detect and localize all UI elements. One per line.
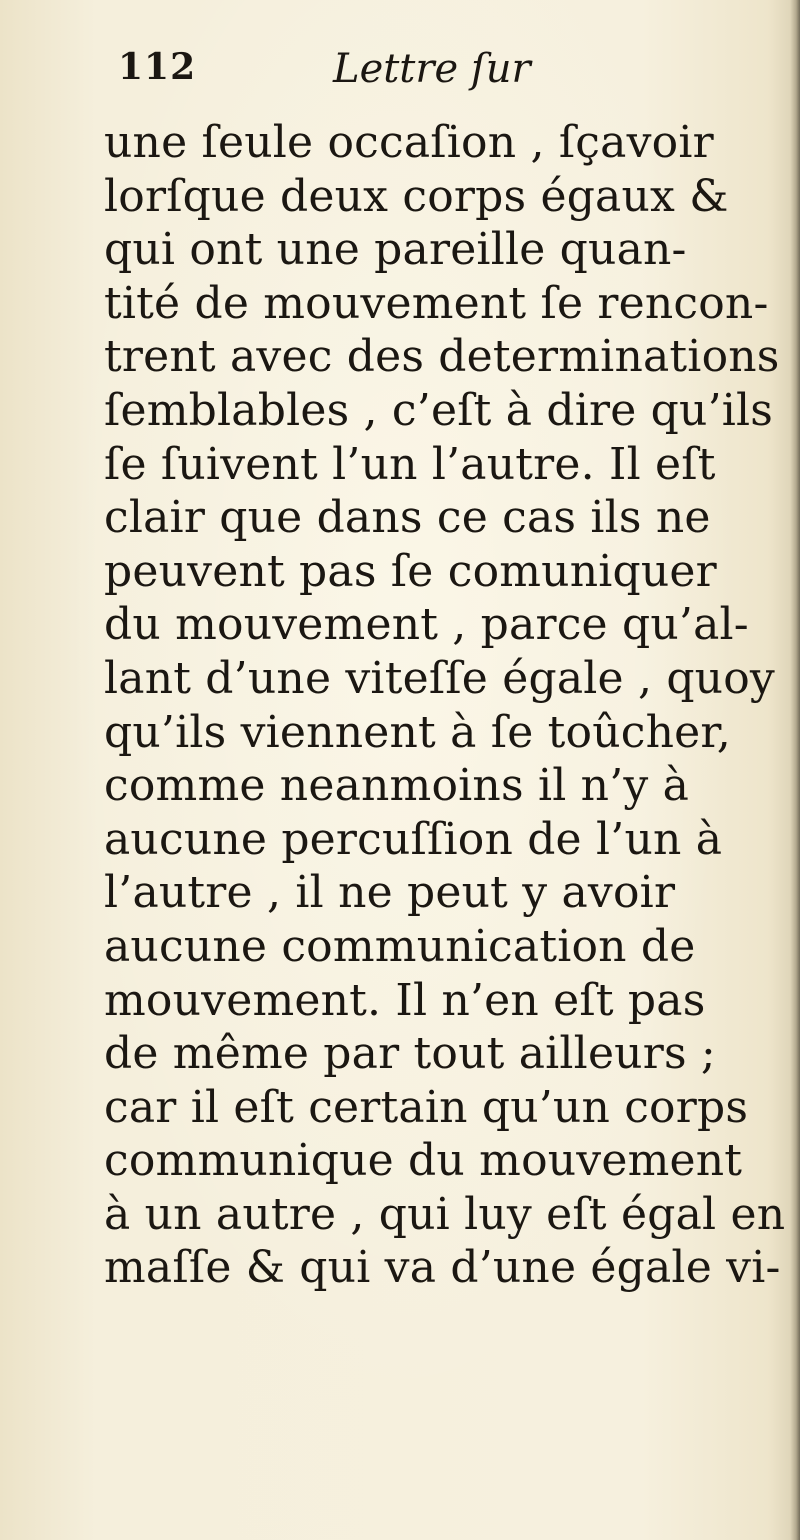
page-number: 112	[118, 46, 197, 88]
text-line: ſemblables , c’eſt à dire qu’ils	[104, 384, 774, 436]
text-line: une ſeule occaſion , ſçavoir	[104, 117, 714, 168]
text-line: lant d’une viteſſe égale , quoy	[104, 652, 775, 704]
text-line: qu’ils viennent à ſe toûcher,	[104, 706, 731, 758]
text-line: à un autre , qui luy eſt égal en	[104, 1188, 786, 1240]
page-header	[118, 46, 678, 96]
text-line: qui ont une pareille quan-	[104, 224, 687, 276]
text-line: de même par tout ailleurs ;	[104, 1028, 716, 1080]
text-line: comme neanmoins il n’y à	[104, 760, 690, 812]
text-line: maſſe & qui va d’une égale vi-	[104, 1242, 781, 1294]
text-line: clair que dans ce cas ils ne	[104, 492, 711, 544]
running-title: Lettre ſur	[333, 46, 531, 92]
text-line: aucune communication de	[104, 920, 696, 972]
text-line: ſe ſuivent l’un l’autre. Il eſt	[104, 438, 716, 490]
text-line: peuvent pas ſe comuniquer	[104, 545, 717, 597]
text-line: mouvement. Il n’en eſt pas	[104, 974, 706, 1026]
body-text	[104, 116, 794, 1295]
text-line: trent avec des determinations	[104, 331, 780, 383]
text-line: l’autre , il ne peut y avoir	[104, 867, 676, 919]
text-line: communique du mouvement	[104, 1135, 743, 1187]
text-line: du mouvement , parce qu’al-	[104, 599, 749, 651]
text-line: aucune percuſſion de l’un à	[104, 813, 723, 865]
text-line: car il eſt certain qu’un corps	[104, 1081, 749, 1133]
text-line: lorſque deux corps égaux &	[104, 170, 729, 222]
text-line: tité de mouvement ſe rencon-	[104, 277, 769, 329]
